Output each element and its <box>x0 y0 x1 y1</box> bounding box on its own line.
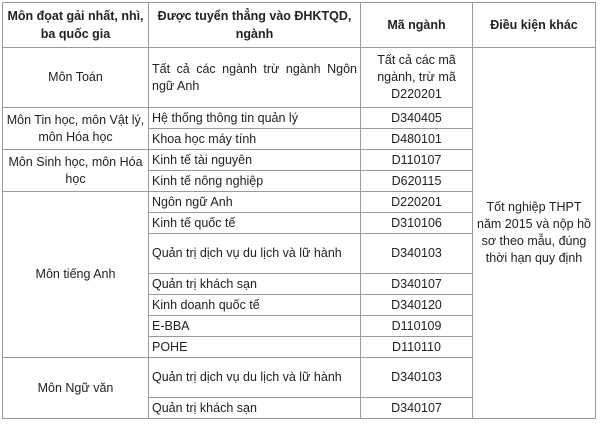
major-name: Kinh tế quốc tế <box>149 213 361 234</box>
major-code: D340103 <box>361 358 473 398</box>
major-code: D480101 <box>361 129 473 150</box>
major-code: Tất cả các mã ngành, trừ mã D220201 <box>361 48 473 108</box>
major-code: D110107 <box>361 150 473 171</box>
award-subject: Môn Sinh học, môn Hóa học <box>3 150 149 192</box>
major-name: Quản trị khách sạn <box>149 274 361 295</box>
header-row <box>3 3 596 48</box>
header-code: Mã ngành <box>361 3 473 48</box>
major-code: D340107 <box>361 274 473 295</box>
major-name: Quản trị khách sạn <box>149 398 361 419</box>
award-subject: Môn Toán <box>3 48 149 108</box>
award-subject: Môn Ngữ văn <box>3 358 149 419</box>
major-code: D340120 <box>361 295 473 316</box>
major-name: Hệ thống thông tin quản lý <box>149 108 361 129</box>
major-name: Quản trị dịch vụ du lịch và lữ hành <box>149 358 361 398</box>
admission-table <box>2 2 596 419</box>
major-name: Ngôn ngữ Anh <box>149 192 361 213</box>
award-subject: Môn tiếng Anh <box>3 192 149 358</box>
major-code: D110109 <box>361 316 473 337</box>
header-major: Được tuyển thẳng vào ĐHKTQD, ngành <box>149 3 361 48</box>
major-name: Kinh doanh quốc tế <box>149 295 361 316</box>
header-condition: Điều kiện khác <box>473 3 596 48</box>
major-code: D340107 <box>361 398 473 419</box>
major-name: Kinh tế tài nguyên <box>149 150 361 171</box>
major-name: Kinh tế nông nghiệp <box>149 171 361 192</box>
header-award: Môn đọat gải nhất, nhì, ba quốc gia <box>3 3 149 48</box>
table-row <box>3 48 596 108</box>
major-code: D220201 <box>361 192 473 213</box>
major-code: D310106 <box>361 213 473 234</box>
award-subject: Môn Tin học, môn Vật lý, môn Hóa học <box>3 108 149 150</box>
major-name: POHE <box>149 337 361 358</box>
major-name: Khoa học máy tính <box>149 129 361 150</box>
major-code: D340103 <box>361 234 473 274</box>
major-code: D620115 <box>361 171 473 192</box>
major-name: Tất cả các ngành trừ ngành Ngôn ngữ Anh <box>149 48 361 108</box>
major-code: D340405 <box>361 108 473 129</box>
major-code: D110110 <box>361 337 473 358</box>
major-name: Quản trị dịch vụ du lịch và lữ hành <box>149 234 361 274</box>
other-condition: Tốt nghiệp THPT năm 2015 và nộp hồ sơ theo mẫu, đúng thời hạn quy định <box>473 48 596 419</box>
major-name: E-BBA <box>149 316 361 337</box>
